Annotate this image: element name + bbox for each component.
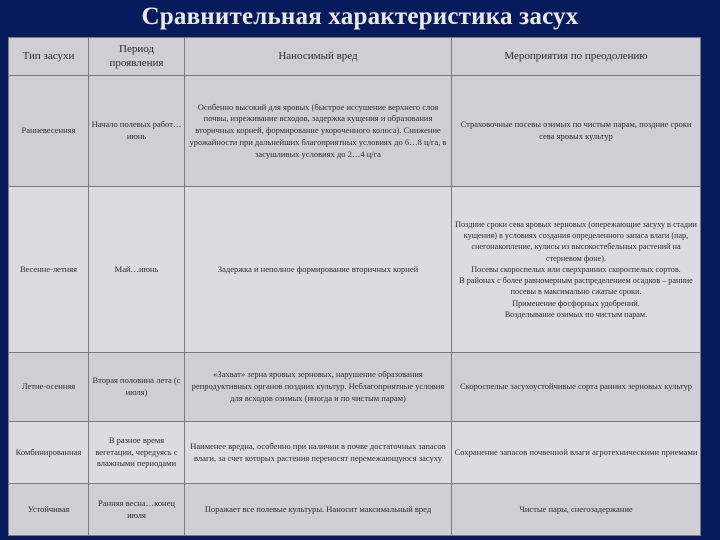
header-measures: Мероприятия по преодолению bbox=[452, 38, 701, 76]
cell-period: Вторая половина лета (с июля) bbox=[89, 353, 185, 422]
cell-harm: «Захват» зерна яровых зерновых, нарушение образования репродуктивных органов поздних культур. Неблагоприятные условия для всходов озимых (иногда и по чистым парам) bbox=[185, 353, 452, 422]
table-row bbox=[9, 187, 701, 353]
cell-type: Весенне-летняя bbox=[9, 187, 89, 353]
header-row bbox=[9, 38, 701, 76]
slide-title: Сравнительная характеристика засух bbox=[141, 3, 579, 30]
cell-period: Начало полевых работ… июнь bbox=[89, 76, 185, 187]
cell-harm: Наименее вредна, особенно при наличии в почве достаточных запасов влаги, за счет которых растения переносят перемежающуюся засуху bbox=[185, 422, 452, 484]
cell-harm: Задержка и неполное формирование вторичных корней bbox=[185, 187, 452, 353]
drought-comparison-table bbox=[8, 37, 701, 536]
measure-line: Посевы скороспелых или сверхранних скороспелых сортов. bbox=[471, 264, 681, 274]
cell-harm: Поражает все полевые культуры. Наносит максимальный вред bbox=[185, 484, 452, 536]
header-period: Период проявления bbox=[89, 38, 185, 76]
cell-type: Ранневесенняя bbox=[9, 76, 89, 187]
cell-measures: Страховочные посевы озимых по чистым парам, поздние сроки сева яровых культур bbox=[452, 76, 701, 187]
cell-measures bbox=[452, 187, 701, 353]
measure-line: Возделывание озимых по чистым парам. bbox=[504, 309, 648, 319]
table-row bbox=[9, 484, 701, 536]
cell-period: Ранняя весна…конец июля bbox=[89, 484, 185, 536]
cell-measures: Скороспелые засухоустойчивые сорта ранних зерновых культур bbox=[452, 353, 701, 422]
cell-measures: Сохранение запасов почвенной влаги агротехническими приемами bbox=[452, 422, 701, 484]
table-row bbox=[9, 353, 701, 422]
cell-type: Комбинированная bbox=[9, 422, 89, 484]
cell-period: В разное время вегетации, чередуясь с влажными периодами bbox=[89, 422, 185, 484]
measure-line: Поздние сроки сева яровых зерновых (опережающие засуху в стадии кущения) в условиях создания определенного запаса влаги (пар, снегонакопление, кулисы из высокостебельных растений на стерневом фоне). bbox=[455, 219, 697, 263]
cell-type: Устойчивая bbox=[9, 484, 89, 536]
header-type: Тип засухи bbox=[9, 38, 89, 76]
cell-harm: Особенно высокий для яровых (быстрое иссушение верхнего слоя почвы, изреживание всходов, задержка кущения и образования вторичных корней, формирование укороченного колоса). Снижение урожайности при дальнейших благоприятных условиях до 6…8 ц/га, в засушливых условиях до 2…4 ц/га bbox=[185, 76, 452, 187]
header-harm: Наносимый вред bbox=[185, 38, 452, 76]
measure-line: В районах с более равномерным распределением осадков – ранние посевы в максимально сжатые сроки. bbox=[459, 276, 693, 297]
table-row bbox=[9, 76, 701, 187]
table-row bbox=[9, 422, 701, 484]
cell-period: Май…июнь bbox=[89, 187, 185, 353]
cell-measures: Чистые пары, снегозадержание bbox=[452, 484, 701, 536]
cell-type: Летне-осенняя bbox=[9, 353, 89, 422]
measure-line: Применение фосфорных удобрений. bbox=[512, 298, 640, 308]
